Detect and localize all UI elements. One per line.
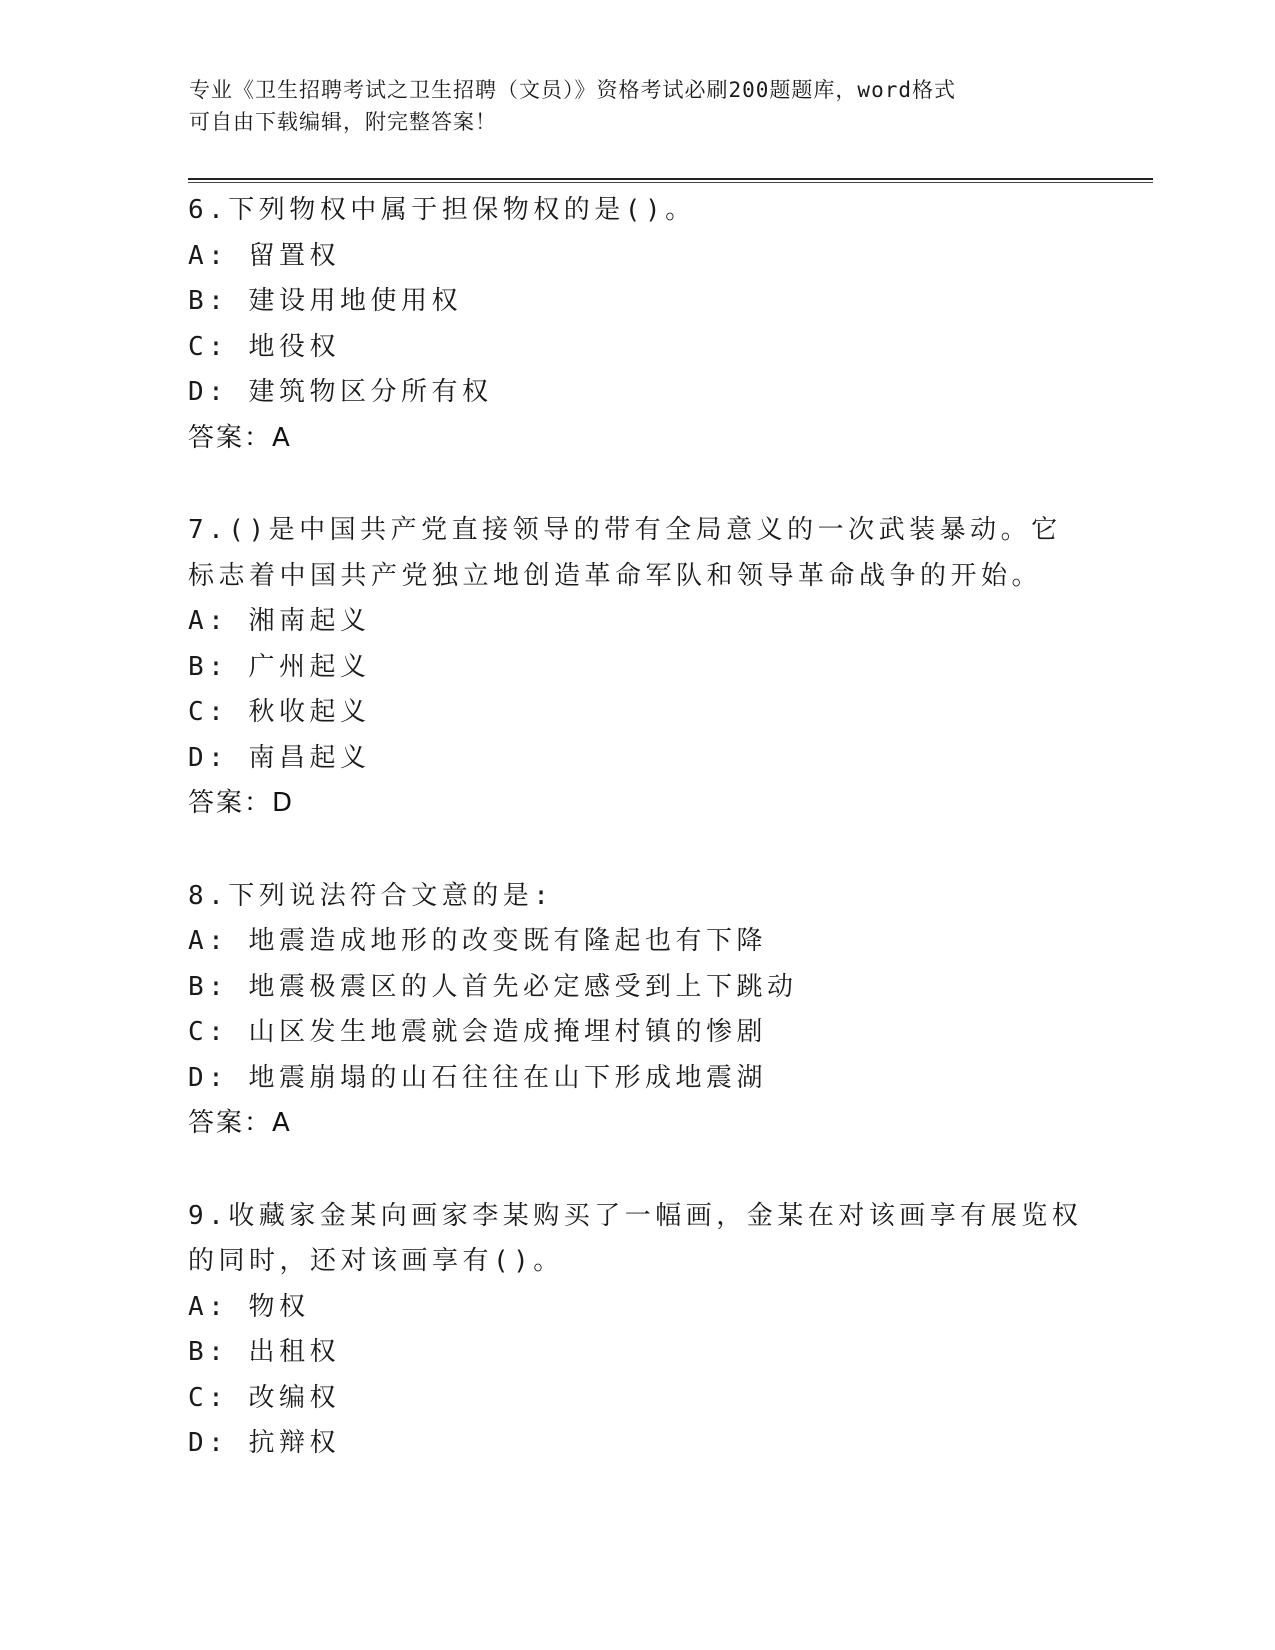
option-a: A: 湘南起义	[188, 606, 371, 636]
option-d: D: 建筑物区分所有权	[188, 377, 493, 407]
option-c: C: 地役权	[188, 331, 340, 362]
header-line-2: 可自由下载编辑，附完整答案！	[189, 110, 497, 134]
question-text: 6.下列物权中属于担保物权的是()。	[188, 195, 696, 225]
question-6	[188, 188, 1088, 461]
question-8	[188, 874, 1088, 1147]
option-c: C: 秋收起义	[188, 697, 371, 727]
answer: 答案：D	[188, 788, 295, 818]
option-c: C: 山区发生地震就会造成掩埋村镇的惨剧	[188, 1017, 767, 1047]
option-b: B: 广州起义	[188, 651, 371, 682]
option-d: D: 地震崩塌的山石往往在山下形成地震湖	[188, 1062, 767, 1093]
question-text: 9.收藏家金某向画家李某购买了一幅画，金某在对该画享有展览权的同时，还对该画享有()。	[188, 1200, 1083, 1276]
question-text: 8.下列说法符合文意的是:	[188, 880, 554, 911]
option-a: A: 留置权	[188, 240, 340, 271]
option-b: B: 出租权	[188, 1337, 340, 1367]
answer: 答案：A	[188, 422, 292, 453]
answer: 答案：A	[188, 1108, 292, 1138]
question-9	[188, 1194, 1088, 1467]
header-line-1: 专业《卫生招聘考试之卫生招聘（文员）》资格考试必刷200题题库，word格式	[189, 78, 956, 102]
question-list	[188, 188, 1088, 1514]
document-header	[189, 74, 1089, 138]
option-a: A: 地震造成地形的改变既有隆起也有下降	[188, 926, 767, 956]
header-divider-thin	[188, 182, 1153, 183]
option-a: A: 物权	[188, 1291, 310, 1322]
option-d: D: 抗辩权	[188, 1428, 340, 1458]
question-7	[188, 508, 1088, 827]
option-d: D: 南昌起义	[188, 742, 371, 773]
question-text: 7.()是中国共产党直接领导的带有全局意义的一次武装暴动。它标志着中国共产党独立地创造革命军队和领导革命战争的开始。	[188, 515, 1062, 591]
option-b: B: 建设用地使用权	[188, 286, 462, 316]
option-b: B: 地震极震区的人首先必定感受到上下跳动	[188, 971, 798, 1002]
option-c: C: 改编权	[188, 1382, 340, 1413]
header-divider-thick	[188, 178, 1153, 180]
